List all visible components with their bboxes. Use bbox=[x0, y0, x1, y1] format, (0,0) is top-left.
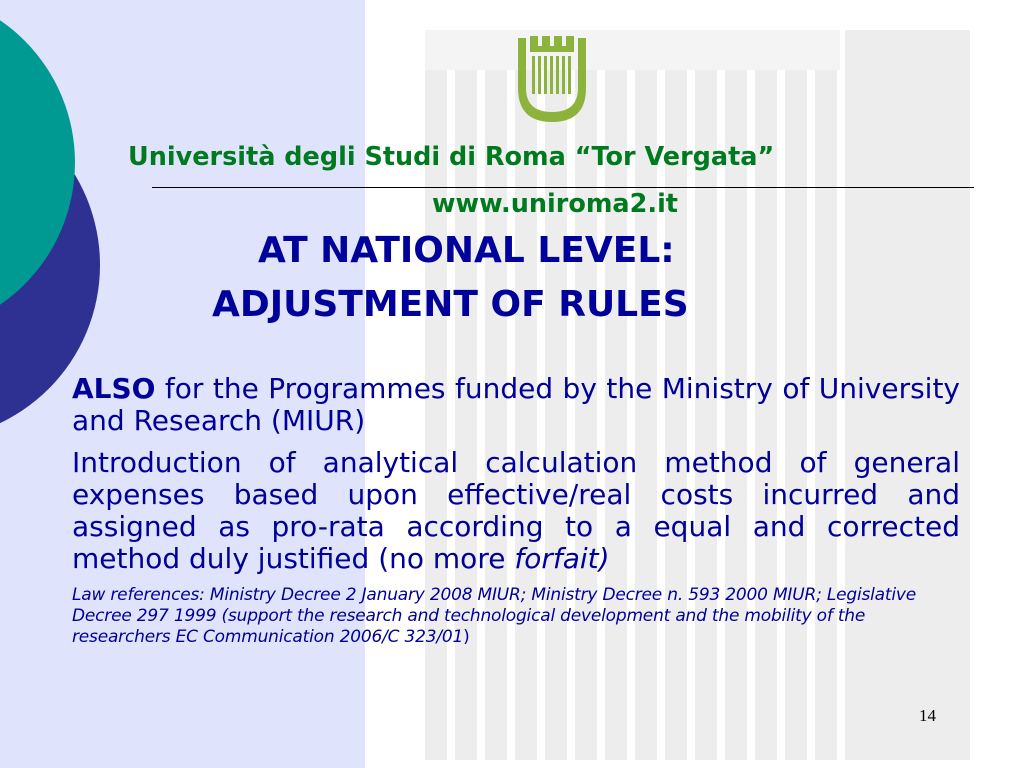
slide-body bbox=[72, 373, 960, 648]
slide-headline-line2: ADJUSTMENT OF RULES bbox=[212, 284, 689, 325]
law-references bbox=[72, 585, 960, 648]
university-website-link[interactable]: www.uniroma2.it bbox=[431, 189, 678, 219]
slide-headline-line1: AT NATIONAL LEVEL: bbox=[258, 230, 675, 271]
introduction-text: Introduction of analytical calculation method of general expenses based upon effective/real costs incurred and assigned as pro-rata according to a equal and corrected method duly justified (no more bbox=[72, 446, 960, 575]
title-divider bbox=[152, 187, 974, 188]
law-references-close: ) bbox=[463, 627, 470, 647]
also-lead: ALSO bbox=[72, 372, 156, 405]
law-references-text: Law references: Ministry Decree 2 January 2008 MIUR; Ministry Decree n. 593 2000 MIUR; Legislative Decree 297 1999 (support the research and technological development and the mobility of the researchers EC Communication 2006/C 323/01 bbox=[72, 585, 916, 647]
university-name: Università degli Studi di Roma “Tor Vergata” bbox=[128, 142, 775, 172]
page-number: 14 bbox=[919, 706, 936, 725]
forfait-text: forfait) bbox=[514, 542, 610, 575]
also-text: for the Programmes funded by the Ministry of University and Research (MIUR) bbox=[72, 372, 960, 437]
paragraph-introduction bbox=[72, 447, 960, 575]
university-tower-logo-icon bbox=[516, 36, 588, 124]
paragraph-also bbox=[72, 373, 960, 437]
